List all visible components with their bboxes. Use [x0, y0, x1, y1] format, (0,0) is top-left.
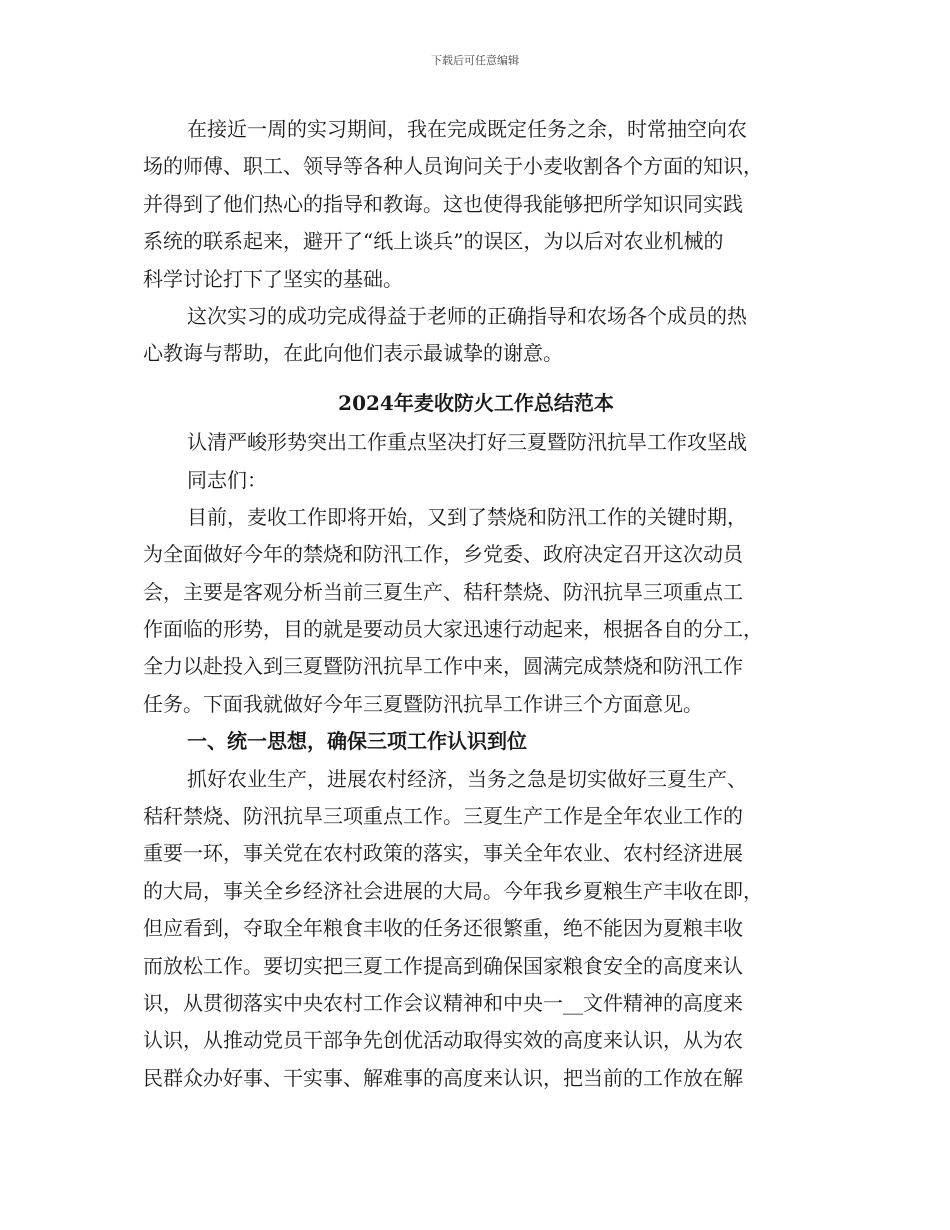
text-line: 会，主要是客观分析当前三夏生产、秸秆禁烧、防汛抗旱三项重点工 [143, 579, 743, 604]
text-line: 民群众办好事、干实事、解难事的高度来认识，把当前的工作放在解 [143, 1065, 743, 1090]
text-line: 的大局，事关全乡经济社会进展的大局。今年我乡夏粮生产丰收在即， [143, 878, 763, 903]
text-line: 但应看到，夺取全年粮食丰收的任务还很繁重，绝不能因为夏粮丰收 [143, 916, 743, 941]
text-line: 全力以赴投入到三夏暨防汛抗旱工作中来，圆满完成禁烧和防汛工作 [143, 654, 743, 679]
text-line: 在接近一周的实习期间，我在完成既定任务之余，时常抽空向农 [187, 117, 747, 141]
text-line: 重要一环，事关党在农村政策的落实，事关全年农业、农村经济进展 [143, 841, 743, 866]
subtitle-line: 认清严峻形势突出工作重点坚决打好三夏暨防汛抗旱工作攻坚战 [187, 430, 747, 455]
paragraph-section-1-body [143, 761, 809, 1098]
text-line: 识，从贯彻落实中央农村工作会议精神和中央一__文件精神的高度来 [143, 990, 743, 1015]
text-line: 系统的联系起来，避开了“纸上谈兵”的误区，为以后对农业机械的 [143, 229, 724, 254]
text-line: 抓好农业生产，进展农村经济，当务之急是切实做好三夏生产、 [187, 766, 747, 791]
section-heading-1: 一、统一思想，确保三项工作认识到位 [187, 729, 527, 754]
text-line: 这次实习的成功完成得益于老师的正确指导和农场各个成员的热 [187, 303, 747, 328]
document-body [143, 111, 809, 1097]
text-line: 作面临的形势，目的就是要动员大家迅速行动起来，根据各自的分工， [143, 617, 763, 642]
paragraph-internship-summary [143, 111, 809, 298]
text-line: 目前，麦收工作即将开始，又到了禁烧和防汛工作的关键时期， [187, 504, 747, 529]
paragraph-thanks [143, 298, 809, 373]
document-title: 2024年麦收防火工作总结范本 [338, 390, 614, 415]
paragraph-introduction [143, 499, 809, 723]
page-header-note: 下载后可任意编辑 [431, 54, 519, 67]
text-line: 秸秆禁烧、防汛抗旱三项重点工作。三夏生产工作是全年农业工作的 [143, 804, 743, 829]
text-line: 科学讨论打下了坚实的基础。 [143, 266, 403, 291]
text-line: 认识，从推动党员干部争先创优活动取得实效的高度来认识，从为农 [143, 1028, 743, 1053]
greeting-line: 同志们： [187, 467, 267, 492]
text-line: 场的师傅、职工、领导等各种人员询问关于小麦收割各个方面的知识， [143, 154, 763, 179]
text-line: 并得到了他们热心的指导和教诲。这也使得我能够把所学知识同实践 [143, 191, 743, 216]
text-line: 心教诲与帮助，在此向他们表示最诚挚的谢意。 [143, 341, 563, 366]
text-line: 任务。下面我就做好今年三夏暨防汛抗旱工作讲三个方面意见。 [143, 691, 703, 716]
text-line: 为全面做好今年的禁烧和防汛工作，乡党委、政府决定召开这次动员 [143, 542, 743, 567]
text-line: 而放松工作。要切实把三夏工作提高到确保国家粮食安全的高度来认 [143, 953, 743, 978]
